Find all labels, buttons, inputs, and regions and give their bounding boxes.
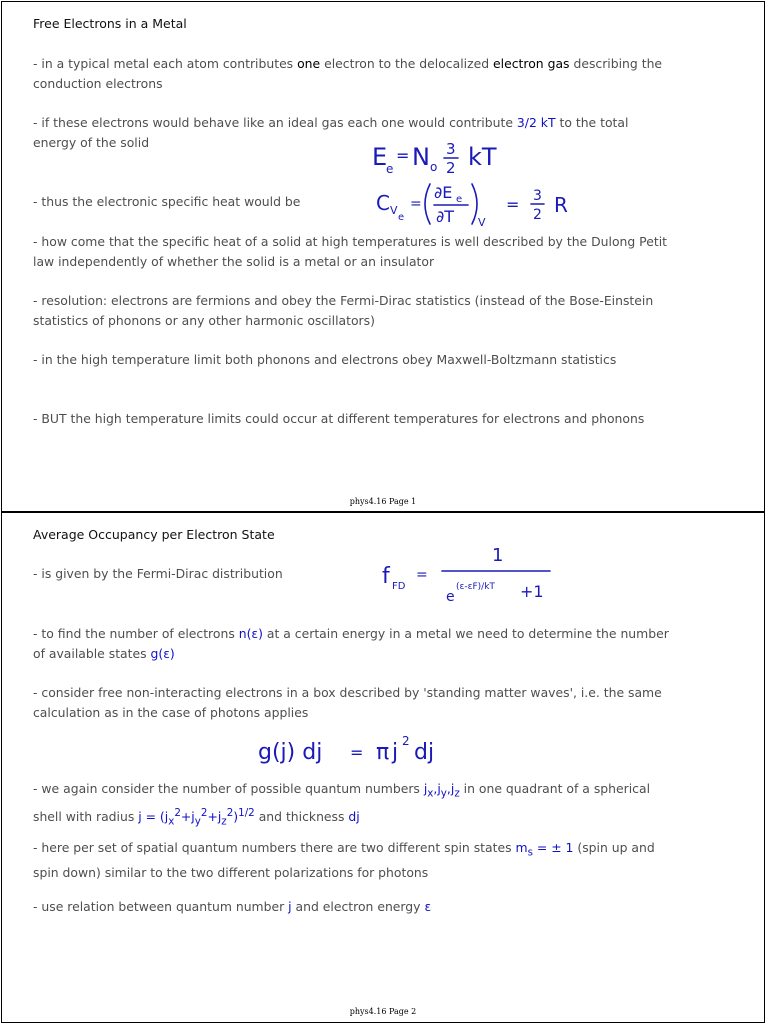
eq-subscript: FD [392, 581, 406, 592]
eq-plus-one: +1 [520, 582, 544, 601]
text: j [423, 781, 428, 796]
emphasis-g-epsilon: g(ε) [150, 645, 175, 661]
text: ) [233, 809, 239, 825]
text: - in a typical metal each atom contributes [33, 56, 298, 71]
eq-denominator: 2 [446, 159, 456, 177]
eq-symbol: N [412, 143, 430, 171]
eq-symbol: R [554, 193, 568, 217]
subscript: s [527, 846, 533, 859]
text: j = (j [138, 809, 169, 825]
text: - we again consider the number of possible quantum numbers [33, 781, 424, 796]
emphasis-spin-quantum-number [515, 840, 574, 859]
emphasis-radius-formula [138, 806, 255, 828]
eq-symbol: kT [468, 143, 497, 171]
paragraph-fermi-dirac: - resolution: electrons are fermions and obey the Fermi-Dirac statistics (instead of the Bose-Einstein statistics of phonons or any other harmonic oscillators) [33, 293, 654, 328]
eq-subscript: V [478, 216, 486, 229]
eq-equals: = [506, 195, 520, 214]
text: m [515, 840, 528, 855]
text: +j [180, 809, 195, 825]
eq-symbol: E [372, 143, 388, 171]
eq-denominator: 2 [533, 207, 542, 223]
equation-electron-energy [372, 139, 522, 179]
superscript: 2 [200, 806, 208, 819]
paragraph-temperature-limits: - BUT the high temperature limits could occur at different temperatures for electrons and phonons [33, 411, 645, 426]
text: = ± 1 [532, 840, 574, 855]
document-page-2 [1, 512, 765, 1023]
page-title: Free Electrons in a Metal [33, 16, 187, 31]
eq-subscript: e [456, 194, 463, 205]
text: to the total energy of the solid [33, 115, 629, 150]
emphasis-jx-jy-jz [423, 781, 460, 800]
text: - if these electrons would behave like an ideal gas each one would contribute [33, 115, 517, 130]
paragraph-valence-electrons [33, 54, 673, 93]
text: - use relation between quantum number [33, 899, 289, 914]
paragraph-number-of-electrons [33, 624, 673, 663]
subscript: y [194, 815, 201, 828]
eq-base: e [446, 589, 455, 605]
paragraph-spin-states [33, 838, 673, 882]
subscript: x [427, 787, 434, 800]
text: describing the conduction electrons [33, 56, 663, 91]
equation-density-of-states [258, 731, 458, 771]
text: ,j [446, 781, 455, 796]
eq-equals: = [350, 743, 364, 762]
eq-equals: = [410, 196, 422, 212]
page-title: Average Occupancy per Electron State [33, 527, 275, 542]
paragraph-maxwell-boltzmann: - in the high temperature limit both phonons and electrons obey Maxwell-Boltzmann statistics [33, 352, 617, 367]
equation-fermi-dirac [382, 543, 562, 605]
eq-superscript: 2 [402, 734, 410, 748]
page-footer: phys4.16 Page 1 [349, 497, 417, 506]
eq-numerator: 3 [533, 188, 542, 204]
eq-denominator: ∂T [436, 207, 455, 226]
paragraph-fermi-dirac-distribution: - is given by the Fermi-Dirac distribution [33, 566, 283, 581]
superscript: 1/2 [238, 806, 255, 819]
subscript: x [168, 815, 175, 828]
eq-subscript: V [390, 204, 398, 217]
emphasis-electron-gas: electron gas [493, 56, 570, 71]
eq-exponent: (ε-εF)/kT [456, 582, 495, 592]
eq-numerator: 1 [492, 545, 504, 566]
eq-subscript: o [430, 160, 438, 174]
paragraph-dulong-petit: - how come that the specific heat of a solid at high temperatures is well described by the Dulong Petit law independently of whether the solid is a metal or an insulator [33, 234, 667, 269]
eq-symbol: f [382, 564, 390, 589]
emphasis-one: one [297, 56, 321, 71]
eq-symbol: π [376, 740, 390, 765]
text: and electron energy [291, 899, 425, 914]
emphasis-j: j [288, 899, 292, 914]
text: electron to the delocalized [320, 56, 494, 71]
eq-symbol: C [376, 191, 390, 215]
text: +j [207, 809, 222, 825]
eq-symbol: dj [414, 740, 435, 765]
eq-equals: = [396, 146, 410, 165]
subscript: z [221, 815, 227, 828]
text: ,j [433, 781, 441, 796]
subscript: y [440, 787, 447, 800]
page-footer: phys4.16 Page 2 [349, 1007, 417, 1016]
superscript: 2 [226, 806, 234, 819]
eq-subscript: e [398, 212, 405, 223]
paragraph-ideal-gas [33, 113, 673, 152]
document-page-1 [1, 1, 765, 512]
paragraph-specific-heat: - thus the electronic specific heat would be [33, 194, 301, 209]
text: - to find the number of electrons [33, 626, 239, 641]
eq-subscript: e [386, 162, 394, 176]
equation-specific-heat [376, 178, 576, 228]
eq-numerator: ∂E [434, 183, 453, 202]
emphasis-dj: dj [348, 809, 360, 825]
emphasis-3-2-kt: 3/2 kT [516, 115, 556, 130]
subscript: z [454, 787, 460, 800]
text: in one quadrant of a spherical shell with radius [33, 781, 651, 825]
superscript: 2 [174, 806, 181, 819]
paragraph-quantum-numbers [33, 779, 673, 832]
text: and thickness [254, 809, 349, 825]
text: - here per set of spatial quantum numbers there are two different spin states [33, 840, 516, 855]
text: at a certain energy in a metal we need to determine the number of available states [33, 626, 669, 661]
paragraph-standing-matter-waves: - consider free non-interacting electrons in a box described by 'standing matter waves', i.e. the same calculation as in the case of photons applies [33, 685, 662, 720]
text: (spin up and spin down) similar to the two different polarizations for photons [33, 840, 655, 880]
emphasis-n-epsilon: n(ε) [238, 626, 263, 641]
eq-equals: = [416, 567, 428, 583]
emphasis-epsilon: ε [424, 899, 432, 914]
paragraph-energy-relation [33, 897, 673, 917]
eq-numerator: 3 [446, 140, 456, 158]
eq-symbol: j [392, 740, 399, 765]
eq-lhs: g(j) dj [258, 740, 323, 765]
